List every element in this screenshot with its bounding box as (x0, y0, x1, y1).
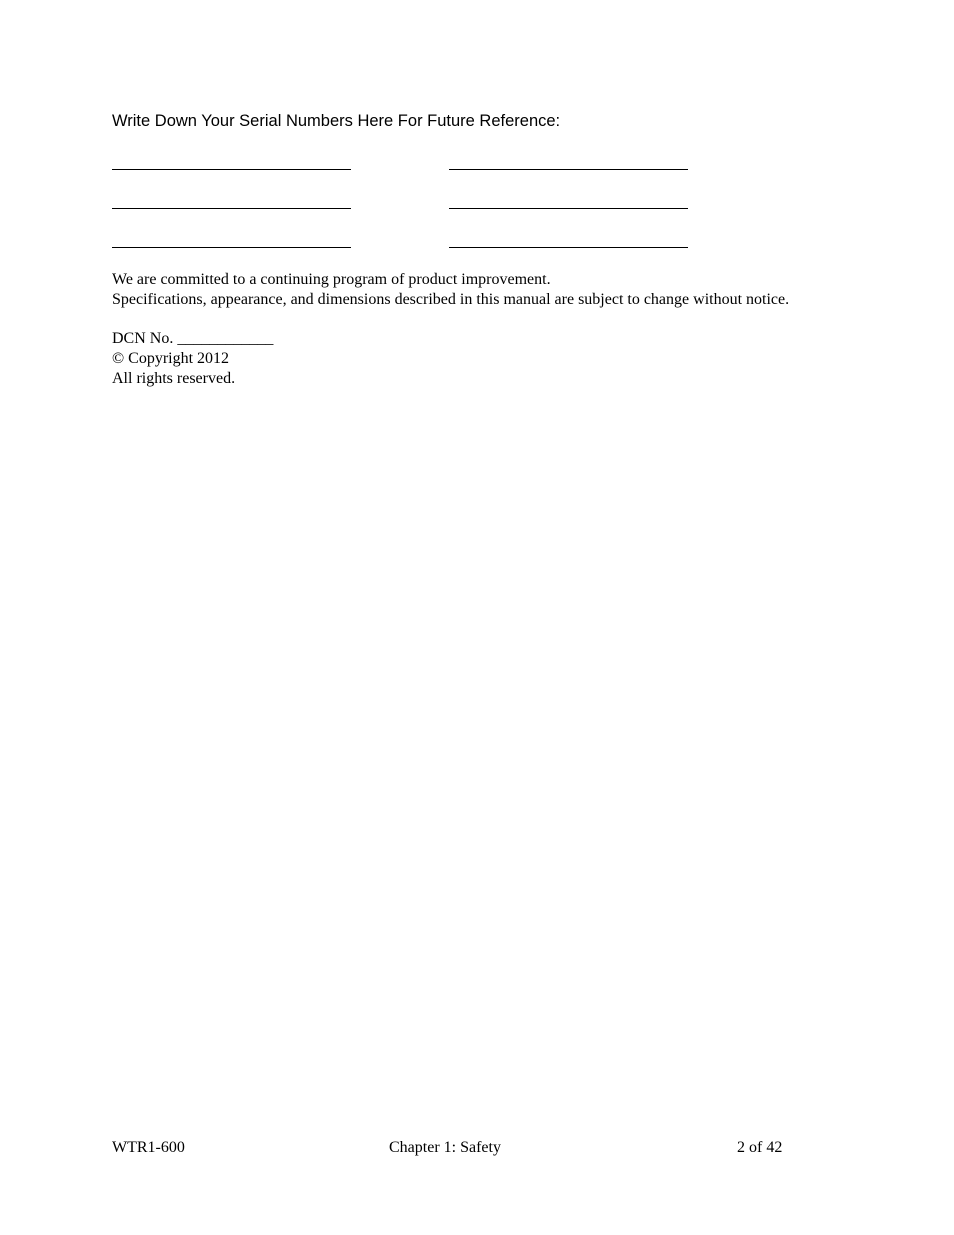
serial-number-line (112, 169, 351, 170)
improvement-statement: We are committed to a continuing program of product improvement. (112, 271, 551, 288)
improvement-notice (112, 270, 789, 310)
specifications-disclaimer: Specifications, appearance, and dimensions described in this manual are subject to change without notice. (112, 291, 790, 308)
serial-number-line (449, 247, 688, 248)
rights-reserved: All rights reserved. (112, 370, 236, 387)
serial-number-line (449, 208, 688, 209)
serial-number-line (449, 169, 688, 170)
footer-page-number: 2 of 42 (737, 1139, 783, 1156)
footer-model: WTR1-600 (112, 1139, 185, 1156)
serial-numbers-heading: Write Down Your Serial Numbers Here For Future Reference: (112, 112, 561, 130)
dcn-number: DCN No. ____________ (112, 330, 274, 347)
serial-number-line (112, 247, 351, 248)
copyright-notice: © Copyright 2012 (112, 350, 230, 367)
serial-number-line (112, 208, 351, 209)
document-info (112, 329, 273, 389)
footer-chapter: Chapter 1: Safety (389, 1139, 501, 1156)
